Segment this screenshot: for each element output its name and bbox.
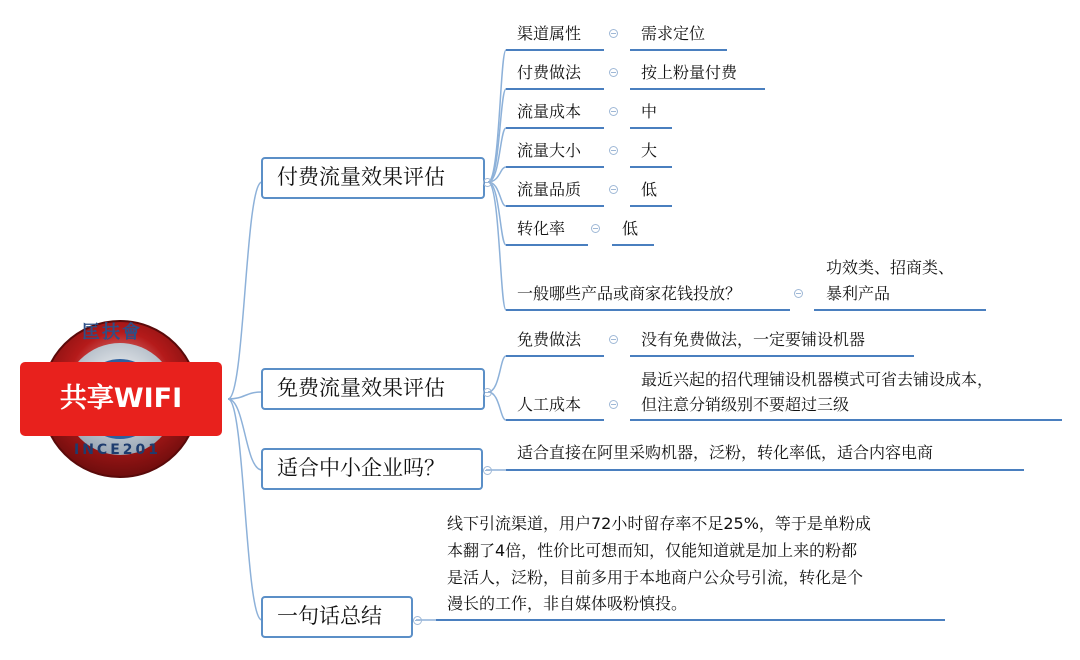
child-key: 流量品质 xyxy=(517,180,582,199)
collapse-toggle-icon[interactable] xyxy=(794,289,803,298)
child-key: 一般哪些产品或商家花钱投放？ xyxy=(517,284,742,303)
logo-ring-text: INCE201 xyxy=(74,442,161,458)
center-topic[interactable]: 共享WIFI xyxy=(20,362,222,436)
collapse-toggle-icon[interactable] xyxy=(609,29,618,38)
collapse-toggle-icon[interactable] xyxy=(609,107,618,116)
child-value: 按上粉量付费 xyxy=(641,63,738,82)
branch-sme-fit[interactable]: 适合中小企业吗？ xyxy=(261,448,483,490)
child-key: 付费做法 xyxy=(517,63,582,82)
child-value: 没有免费做法，一定要铺设机器 xyxy=(641,330,866,349)
collapse-toggle-icon[interactable] xyxy=(609,335,618,344)
child-key: 流量大小 xyxy=(517,141,582,160)
child-key: 流量成本 xyxy=(517,102,582,121)
child-value-line: 暴利产品 xyxy=(826,284,891,303)
branch-summary[interactable]: 一句话总结 xyxy=(261,596,413,638)
child-key: 转化率 xyxy=(517,219,566,238)
child-key: 人工成本 xyxy=(517,395,582,414)
child-value: 大 xyxy=(641,141,658,160)
collapse-toggle-icon[interactable] xyxy=(609,68,618,77)
summary-line: 线下引流渠道，用户72小时留存率不足25%，等于是单粉成 xyxy=(447,514,871,533)
collapse-toggle-icon[interactable] xyxy=(483,388,492,397)
child-value-line: 但注意分销级别不要超过三级 xyxy=(641,395,850,414)
child-value: 需求定位 xyxy=(641,24,706,43)
child-value: 低 xyxy=(641,180,658,199)
summary-line: 本翻了4倍，性价比可想而知，仅能知道就是加上来的粉都 xyxy=(447,541,858,560)
branch-paid-traffic[interactable]: 付费流量效果评估 xyxy=(261,157,485,199)
child-value: 中 xyxy=(641,102,658,121)
child-value: 低 xyxy=(622,219,639,238)
child-key: 渠道属性 xyxy=(517,24,582,43)
child-value: 适合直接在阿里采购机器，泛粉，转化率低，适合内容电商 xyxy=(517,443,934,462)
collapse-toggle-icon[interactable] xyxy=(413,616,422,625)
summary-line: 是活人，泛粉，目前多用于本地商户公众号引流，转化是个 xyxy=(447,568,864,587)
collapse-toggle-icon[interactable] xyxy=(609,146,618,155)
collapse-toggle-icon[interactable] xyxy=(483,466,492,475)
collapse-toggle-icon[interactable] xyxy=(609,185,618,194)
summary-line: 漫长的工作，非自媒体吸粉慎投。 xyxy=(447,594,688,613)
child-value-line: 功效类、招商类、 xyxy=(826,258,955,277)
logo-text: 匡扶會 xyxy=(82,322,142,343)
child-value-line: 最近兴起的招代理铺设机器模式可省去铺设成本， xyxy=(641,370,994,389)
branch-free-traffic[interactable]: 免费流量效果评估 xyxy=(261,368,485,410)
collapse-toggle-icon[interactable] xyxy=(591,224,600,233)
collapse-toggle-icon[interactable] xyxy=(483,178,492,187)
child-key: 免费做法 xyxy=(517,330,582,349)
collapse-toggle-icon[interactable] xyxy=(609,400,618,409)
